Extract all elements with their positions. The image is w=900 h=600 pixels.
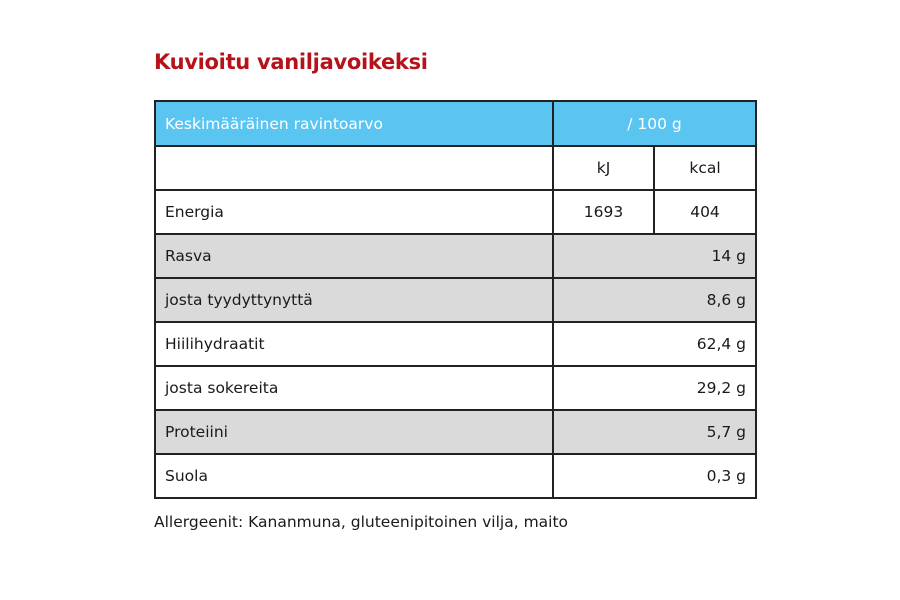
protein-label: Proteiini [155, 410, 553, 454]
fat-row [155, 234, 756, 278]
saturated-fat-row [155, 278, 756, 322]
table-header-row [155, 101, 756, 146]
fat-value: 14 g [553, 234, 756, 278]
salt-label: Suola [155, 454, 553, 498]
energy-label: Energia [155, 190, 553, 234]
product-title: Kuvioitu vaniljavoikeksi [154, 50, 428, 74]
sugars-row [155, 366, 756, 410]
energy-kcal-value: 404 [654, 190, 756, 234]
units-empty-cell [155, 146, 553, 190]
salt-value: 0,3 g [553, 454, 756, 498]
protein-value: 5,7 g [553, 410, 756, 454]
protein-row [155, 410, 756, 454]
carbohydrate-row [155, 322, 756, 366]
carbohydrate-value: 62,4 g [553, 322, 756, 366]
saturated-fat-value: 8,6 g [553, 278, 756, 322]
unit-kcal: kcal [654, 146, 756, 190]
fat-label: Rasva [155, 234, 553, 278]
energy-kj-value: 1693 [553, 190, 654, 234]
nutrition-table [154, 100, 757, 499]
energy-row [155, 190, 756, 234]
sugars-label: josta sokereita [155, 366, 553, 410]
saturated-fat-label: josta tyydyttynyttä [155, 278, 553, 322]
salt-row [155, 454, 756, 498]
header-per-100g: / 100 g [553, 101, 756, 146]
units-row [155, 146, 756, 190]
carbohydrate-label: Hiilihydraatit [155, 322, 553, 366]
sugars-value: 29,2 g [553, 366, 756, 410]
unit-kj: kJ [553, 146, 654, 190]
allergens-text: Allergeenit: Kananmuna, gluteenipitoinen vilja, maito [154, 513, 569, 531]
header-label: Keskimääräinen ravintoarvo [155, 101, 553, 146]
